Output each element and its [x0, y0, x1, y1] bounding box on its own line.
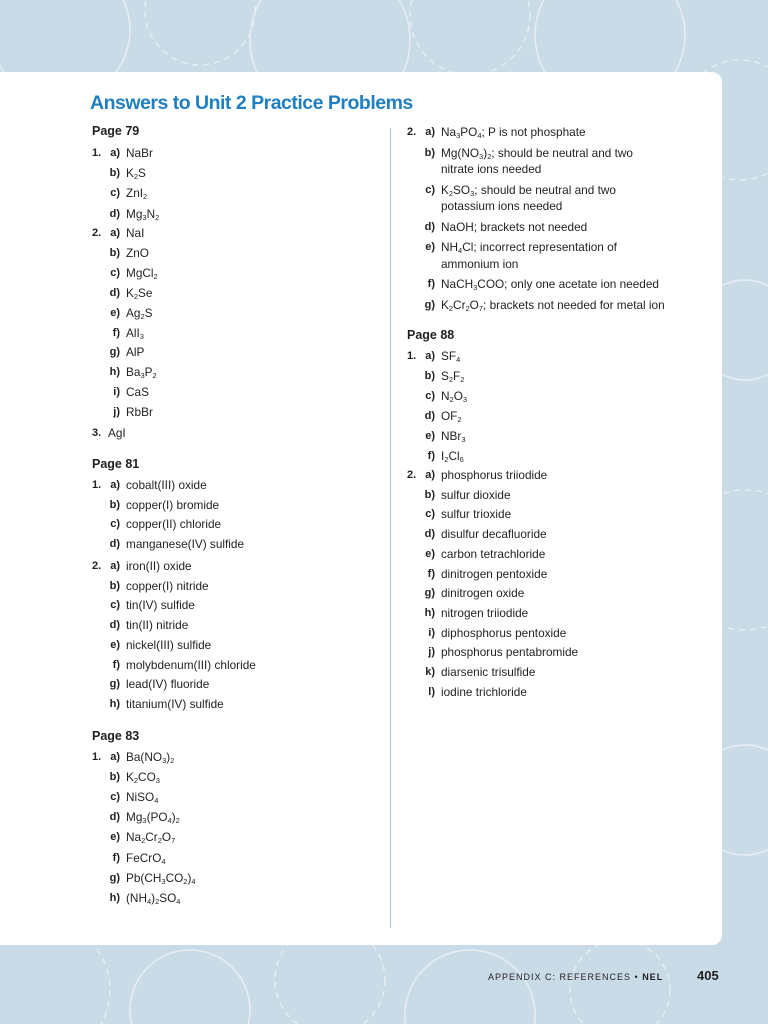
section-title: Page 83 — [92, 729, 140, 743]
answer-text: phosphorus pentabromide — [441, 645, 579, 660]
answer-text: $Ba_3P_2$ — [126, 365, 157, 381]
answer-text: phosphorus triiodide — [441, 468, 548, 482]
answer-text: sulfur dioxide — [441, 487, 511, 502]
answer-letter: a) — [110, 751, 120, 763]
answer-letter: c) — [425, 183, 435, 196]
answer-letter: c) — [425, 389, 435, 402]
answer-letter: c) — [110, 518, 120, 531]
page-number: 405 — [697, 968, 719, 983]
answer-letter: a) — [110, 147, 120, 159]
answer-text: diphosphorus pentoxide — [441, 625, 567, 640]
answer-text: dinitrogen pentoxide — [441, 566, 548, 581]
footer-reference: APPENDIX C: REFERENCES • NEL — [488, 972, 664, 982]
answer-letter: h) — [109, 366, 120, 379]
answer-text: molybdenum(III) chloride — [126, 657, 256, 672]
answer-letter: d) — [424, 409, 435, 422]
answer-text: $K_2Se$ — [126, 285, 153, 301]
answer-letter: h) — [109, 697, 120, 710]
answer-text: iron(II) oxide — [126, 559, 192, 573]
section-title: Page 81 — [92, 457, 140, 471]
answer-letter: c) — [110, 791, 120, 804]
answer-letter: k) — [425, 666, 435, 678]
answer-text: $OF_2$ — [441, 408, 462, 424]
answer-letter: d) — [109, 207, 120, 220]
answer-letter: b) — [109, 498, 120, 511]
answer-text: nitrogen triiodide — [441, 605, 529, 620]
answer-text: AlI$_3$ — [126, 325, 144, 341]
answer-letter: f) — [112, 658, 120, 671]
answer-letter: h) — [424, 606, 435, 619]
answer-text: potassium ions needed — [441, 199, 563, 213]
answer-letter: b) — [424, 369, 435, 382]
answer-text: ZnO — [126, 245, 149, 260]
page-title: Answers to Unit 2 Practice Problems — [90, 92, 413, 114]
answer-text: $NH_4Cl$; incorrect representation of — [441, 240, 617, 255]
answer-letter: d) — [424, 220, 435, 233]
answer-text: dinitrogen oxide — [441, 586, 525, 601]
answer-text: NiSO$_4$ — [126, 790, 159, 806]
question-number: 3. — [92, 427, 102, 439]
answer-letter: e) — [110, 306, 120, 319]
answer-letter: b) — [109, 771, 120, 784]
answer-text: NaCH$_3$COO; only one acetate ion needed — [441, 277, 659, 292]
answer-letter: e) — [425, 429, 435, 442]
answer-letter: d) — [424, 528, 435, 541]
answer-text: FeCrO$_4$ — [126, 850, 166, 866]
column-divider — [390, 128, 391, 928]
answer-text: lead(IV) fluoride — [126, 677, 210, 692]
answer-text: ammonium ion — [441, 256, 519, 271]
answer-letter: f) — [427, 567, 435, 580]
answer-letter: g) — [424, 298, 435, 311]
answer-letter: e) — [110, 831, 120, 844]
answer-text: $Mg_3(PO_4)_2$ — [126, 810, 180, 826]
answer-text: nitrate ions needed — [441, 162, 542, 176]
answer-text: $Mg_3N_2$ — [126, 206, 160, 222]
answer-letter: d) — [109, 286, 120, 299]
answer-text: $K_2S$ — [126, 166, 146, 182]
answer-letter: a) — [425, 126, 435, 138]
section-title: Page 79 — [92, 124, 140, 138]
answer-text: NaI — [126, 226, 145, 240]
answer-text: $Mg(NO_3)_2$; should be neutral and two — [441, 145, 633, 161]
answer-text: copper(I) nitride — [126, 578, 209, 593]
answer-text: manganese(IV) sulfide — [126, 537, 245, 552]
answer-text: $SF_4$ — [441, 349, 461, 364]
answer-letter: b) — [424, 146, 435, 159]
answer-text: NBr$_3$ — [441, 428, 466, 444]
answer-text: $I_2Cl_6$ — [441, 448, 464, 464]
answer-text: RbBr — [126, 405, 153, 420]
answer-letter: i) — [113, 386, 120, 399]
answer-text: $Pb(CH_3CO_2)_4$ — [126, 870, 196, 886]
answer-text: $(NH_4)_2SO_4$ — [126, 890, 181, 906]
answer-letter: i) — [428, 626, 435, 639]
answer-text: copper(II) chloride — [126, 517, 222, 532]
answer-letter: l) — [428, 685, 435, 698]
answer-text: iodine trichloride — [441, 684, 527, 699]
answer-letter: b) — [424, 488, 435, 501]
answer-letter: f) — [112, 326, 120, 339]
answer-text: $K_2SO_3$; should be neutral and two — [441, 182, 616, 198]
answer-letter: f) — [427, 278, 435, 290]
question-number: 2. — [407, 126, 417, 138]
question-number: 2. — [407, 469, 417, 481]
answer-letter: d) — [109, 811, 120, 824]
answer-text: $Na_3PO_4$; P is not phosphate — [441, 125, 586, 140]
answer-letter: d) — [109, 619, 120, 632]
question-number: 1. — [92, 751, 102, 763]
answer-text: sulfur trioxide — [441, 507, 512, 522]
answer-letter: a) — [110, 560, 120, 572]
answer-letter: b) — [109, 246, 120, 259]
answer-letter: g) — [109, 346, 120, 359]
answer-text: AgI — [108, 426, 126, 440]
answer-text: ZnI$_2$ — [126, 186, 148, 202]
answer-text: disulfur decafluoride — [441, 527, 547, 542]
answer-text: diarsenic trisulfide — [441, 665, 536, 679]
answer-text: tin(II) nitride — [126, 618, 189, 633]
answer-text: $Ag_2S$ — [126, 305, 153, 321]
answer-letter: e) — [425, 547, 435, 560]
answer-text: $S_2F_2$ — [441, 368, 465, 384]
answer-text: cobalt(III) oxide — [126, 478, 207, 492]
answer-text: titanium(IV) sulfide — [126, 696, 224, 711]
answer-text: $N_2O_3$ — [441, 388, 468, 404]
answer-letter: a) — [110, 479, 120, 491]
answer-text: tin(IV) sulfide — [126, 598, 195, 613]
answer-letter: c) — [110, 599, 120, 612]
answer-letter: b) — [109, 579, 120, 592]
answer-letter: f) — [112, 851, 120, 864]
answer-letter: a) — [425, 469, 435, 481]
answer-text: NaBr — [126, 146, 153, 160]
question-number: 1. — [92, 479, 102, 491]
answer-letter: e) — [425, 241, 435, 253]
answer-text: carbon tetrachloride — [441, 546, 546, 561]
question-number: 1. — [407, 350, 417, 362]
answer-letter: a) — [425, 350, 435, 362]
answer-text: AlP — [126, 345, 145, 360]
answer-text: $Ba(NO_3)_2$ — [126, 750, 175, 765]
answer-text: nickel(III) sulfide — [126, 637, 212, 652]
answer-letter: g) — [109, 678, 120, 691]
answer-letter: c) — [110, 187, 120, 200]
answer-text: MgCl$_2$ — [126, 265, 158, 281]
answer-letter: j) — [428, 646, 435, 659]
answer-letter: g) — [109, 871, 120, 884]
answer-text: copper(I) bromide — [126, 497, 220, 512]
answer-letter: c) — [110, 266, 120, 279]
answer-letter: h) — [109, 891, 120, 904]
answer-letter: a) — [110, 227, 120, 239]
answer-text: CaS — [126, 385, 149, 400]
answer-text: $K_2Cr_2O_7$; brackets not needed for metal ion — [441, 297, 665, 313]
answer-letter: f) — [427, 449, 435, 462]
answer-text: $Na_2Cr_2O_7$ — [126, 830, 176, 846]
answer-letter: b) — [109, 167, 120, 180]
section-title: Page 88 — [407, 328, 455, 342]
answer-letter: e) — [110, 638, 120, 651]
answer-text: $K_2CO_3$ — [126, 770, 160, 786]
answer-letter: g) — [424, 587, 435, 600]
answer-letter: d) — [109, 538, 120, 551]
answer-text: NaOH; brackets not needed — [441, 219, 588, 234]
answer-letter: c) — [425, 508, 435, 521]
question-number: 2. — [92, 227, 102, 239]
question-number: 1. — [92, 147, 102, 159]
question-number: 2. — [92, 560, 102, 572]
answer-letter: j) — [113, 406, 120, 419]
